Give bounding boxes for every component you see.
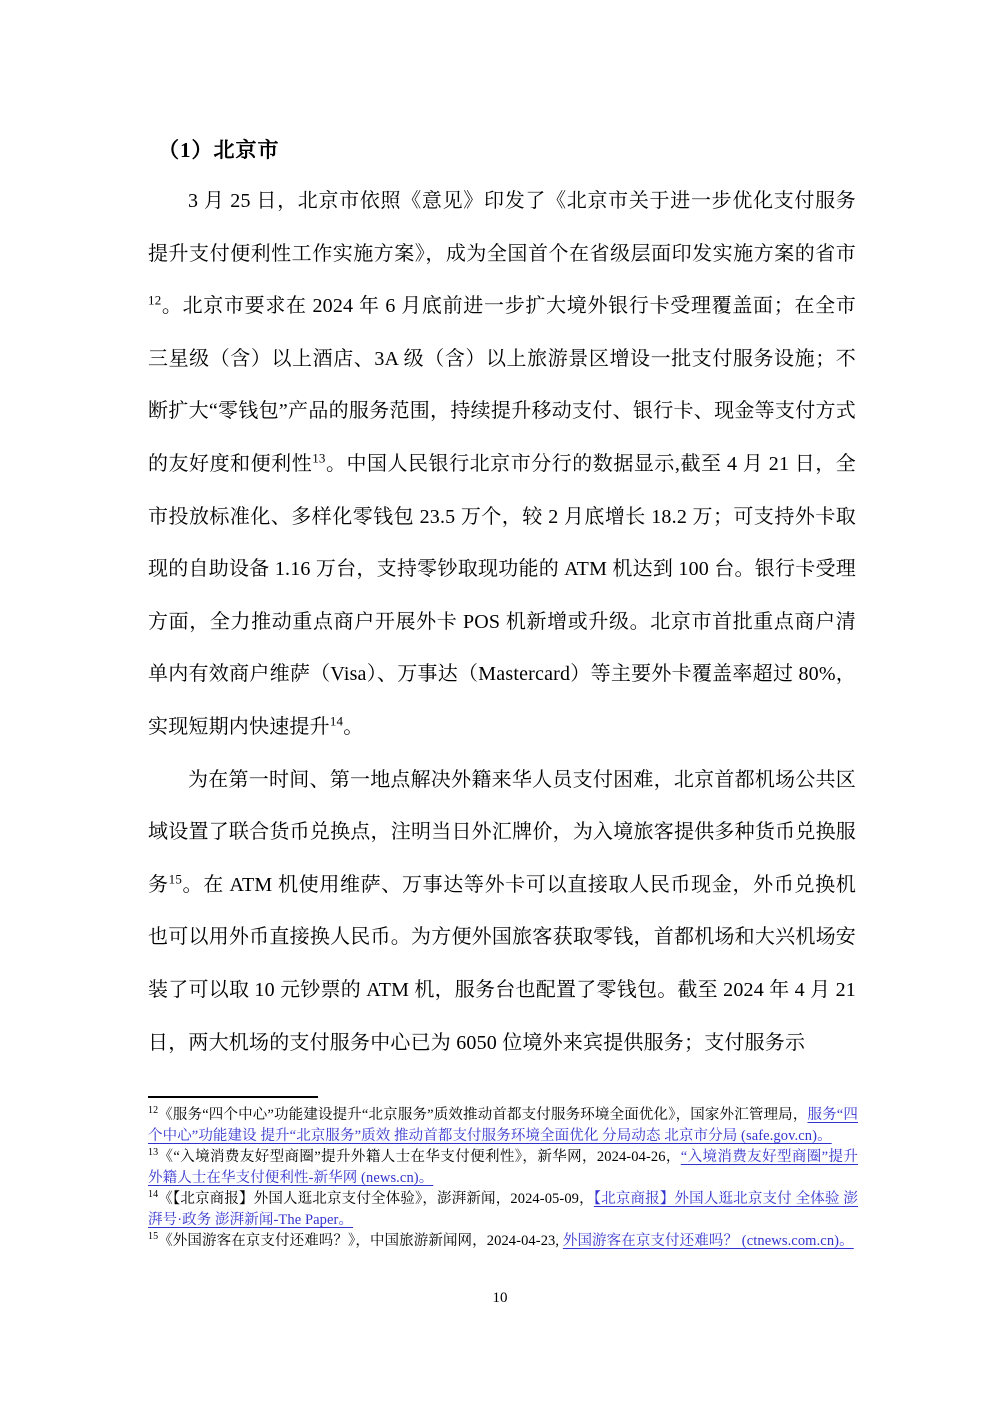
footnote-ref: 12	[148, 1105, 159, 1117]
footnote-ref: 15	[168, 871, 183, 887]
footnote-14	[148, 1189, 858, 1231]
footnote-link[interactable]: 服务“四个中心”功能建设 提升“北京服务”质效 推动首都支付服务环境全面优化 分局动态 北京市分局 (safe.gov.cn)。	[148, 1107, 858, 1144]
text-run: 。北京市要求在 2024 年 6 月底前进一步扩大境外银行卡受理覆盖面；在全市三星级（含）以上酒店、3A 级（含）以上旅游景区增设一批支付服务设施；不断扩大“零钱包”产品的服务范围，持续提升移动支付、银行卡、现金等支付方式的友好度和便利性	[148, 295, 856, 475]
footnote-ref: 12	[148, 292, 162, 308]
footnote-link[interactable]: 【北京商报】外国人逛北京支付 全体验 澎湃号·政务 澎湃新闻-The Paper。	[148, 1191, 858, 1228]
footnote-ref: 15	[148, 1231, 159, 1243]
text-run: 。	[343, 715, 364, 738]
footnote-link[interactable]: “入境消费友好型商圈”提升外籍人士在华支付便利性-新华网 (news.cn)。	[148, 1149, 858, 1186]
page-number: 10	[492, 1290, 508, 1306]
footnote-ref: 13	[148, 1147, 159, 1159]
footnote-link[interactable]: 外国游客在京支付还难吗？ (ctnews.com.cn)。	[562, 1233, 854, 1249]
text-run: 《服务“四个中心”功能建设提升“北京服务”质效推动首都支付服务环境全面优化》，国家外汇管理局，	[158, 1107, 808, 1123]
body-paragraph-2	[148, 754, 856, 1070]
footnote-12	[148, 1105, 858, 1147]
page-content	[148, 0, 856, 1069]
text-run: 《【北京商报】外国人逛北京支付全体验》，澎湃新闻，2024-05-09，	[158, 1191, 594, 1207]
text-run: 。在 ATM 机使用维萨、万事达等外卡可以直接取人民币现金，外币兑换机也可以用外币直接换人民币。为方便外国旅客获取零钱，首都机场和大兴机场安装了可以取 10 元钞票的 ATM 机，服务台也配置了零钱包。截至 2024 年 4 月 21 日，两大机场的支付服务中心已为 6050 位境外来宾提供服务；支付服务示	[148, 873, 857, 1054]
text-run: 为在第一时间、第一地点解决外籍来华人员支付困难，北京首都机场公共区域设置了联合货币兑换点，注明当日外汇牌价，为入境旅客提供多种货币兑换服务	[148, 768, 856, 896]
footnote-ref: 14	[148, 1189, 159, 1201]
text-run: 。中国人民银行北京市分行的数据显示,截至 4 月 21 日，全市投放标准化、多样化零钱包 23.5 万个，较 2 月底增长 18.2 万；可支持外卡取现的自助设备 1.16 万台，支持零钞取现功能的 ATM 机达到 100 台。银行卡受理方面，全力推动重点商户开展外卡 POS 机新增或升级。北京市首批重点商户清单内有效商户维萨（Visa）、万事达（Mastercard）等主要外卡覆盖率超过 80%，实现短期内快速提升	[148, 452, 856, 738]
footnote-13	[148, 1147, 858, 1189]
footnote-ref: 14	[329, 713, 344, 729]
text-run: 3 月 25 日，北京市依照《意见》印发了《北京市关于进一步优化支付服务提升支付便利性工作实施方案》，成为全国首个在省级层面印发实施方案的省市	[148, 190, 856, 265]
text-run: 《“入境消费友好型商圈”提升外籍人士在华支付便利性》，新华网，2024-04-26，	[158, 1149, 681, 1165]
footnote-15	[148, 1231, 858, 1252]
footnote-separator	[148, 1096, 318, 1098]
footnote-area	[148, 1096, 858, 1252]
section-heading: （1）北京市	[158, 138, 280, 162]
text-run: 《外国游客在京支付还难吗？》，中国旅游新闻网，2024-04-23,	[158, 1233, 563, 1249]
footnote-ref: 13	[312, 450, 326, 466]
body-paragraph-1	[148, 175, 856, 754]
